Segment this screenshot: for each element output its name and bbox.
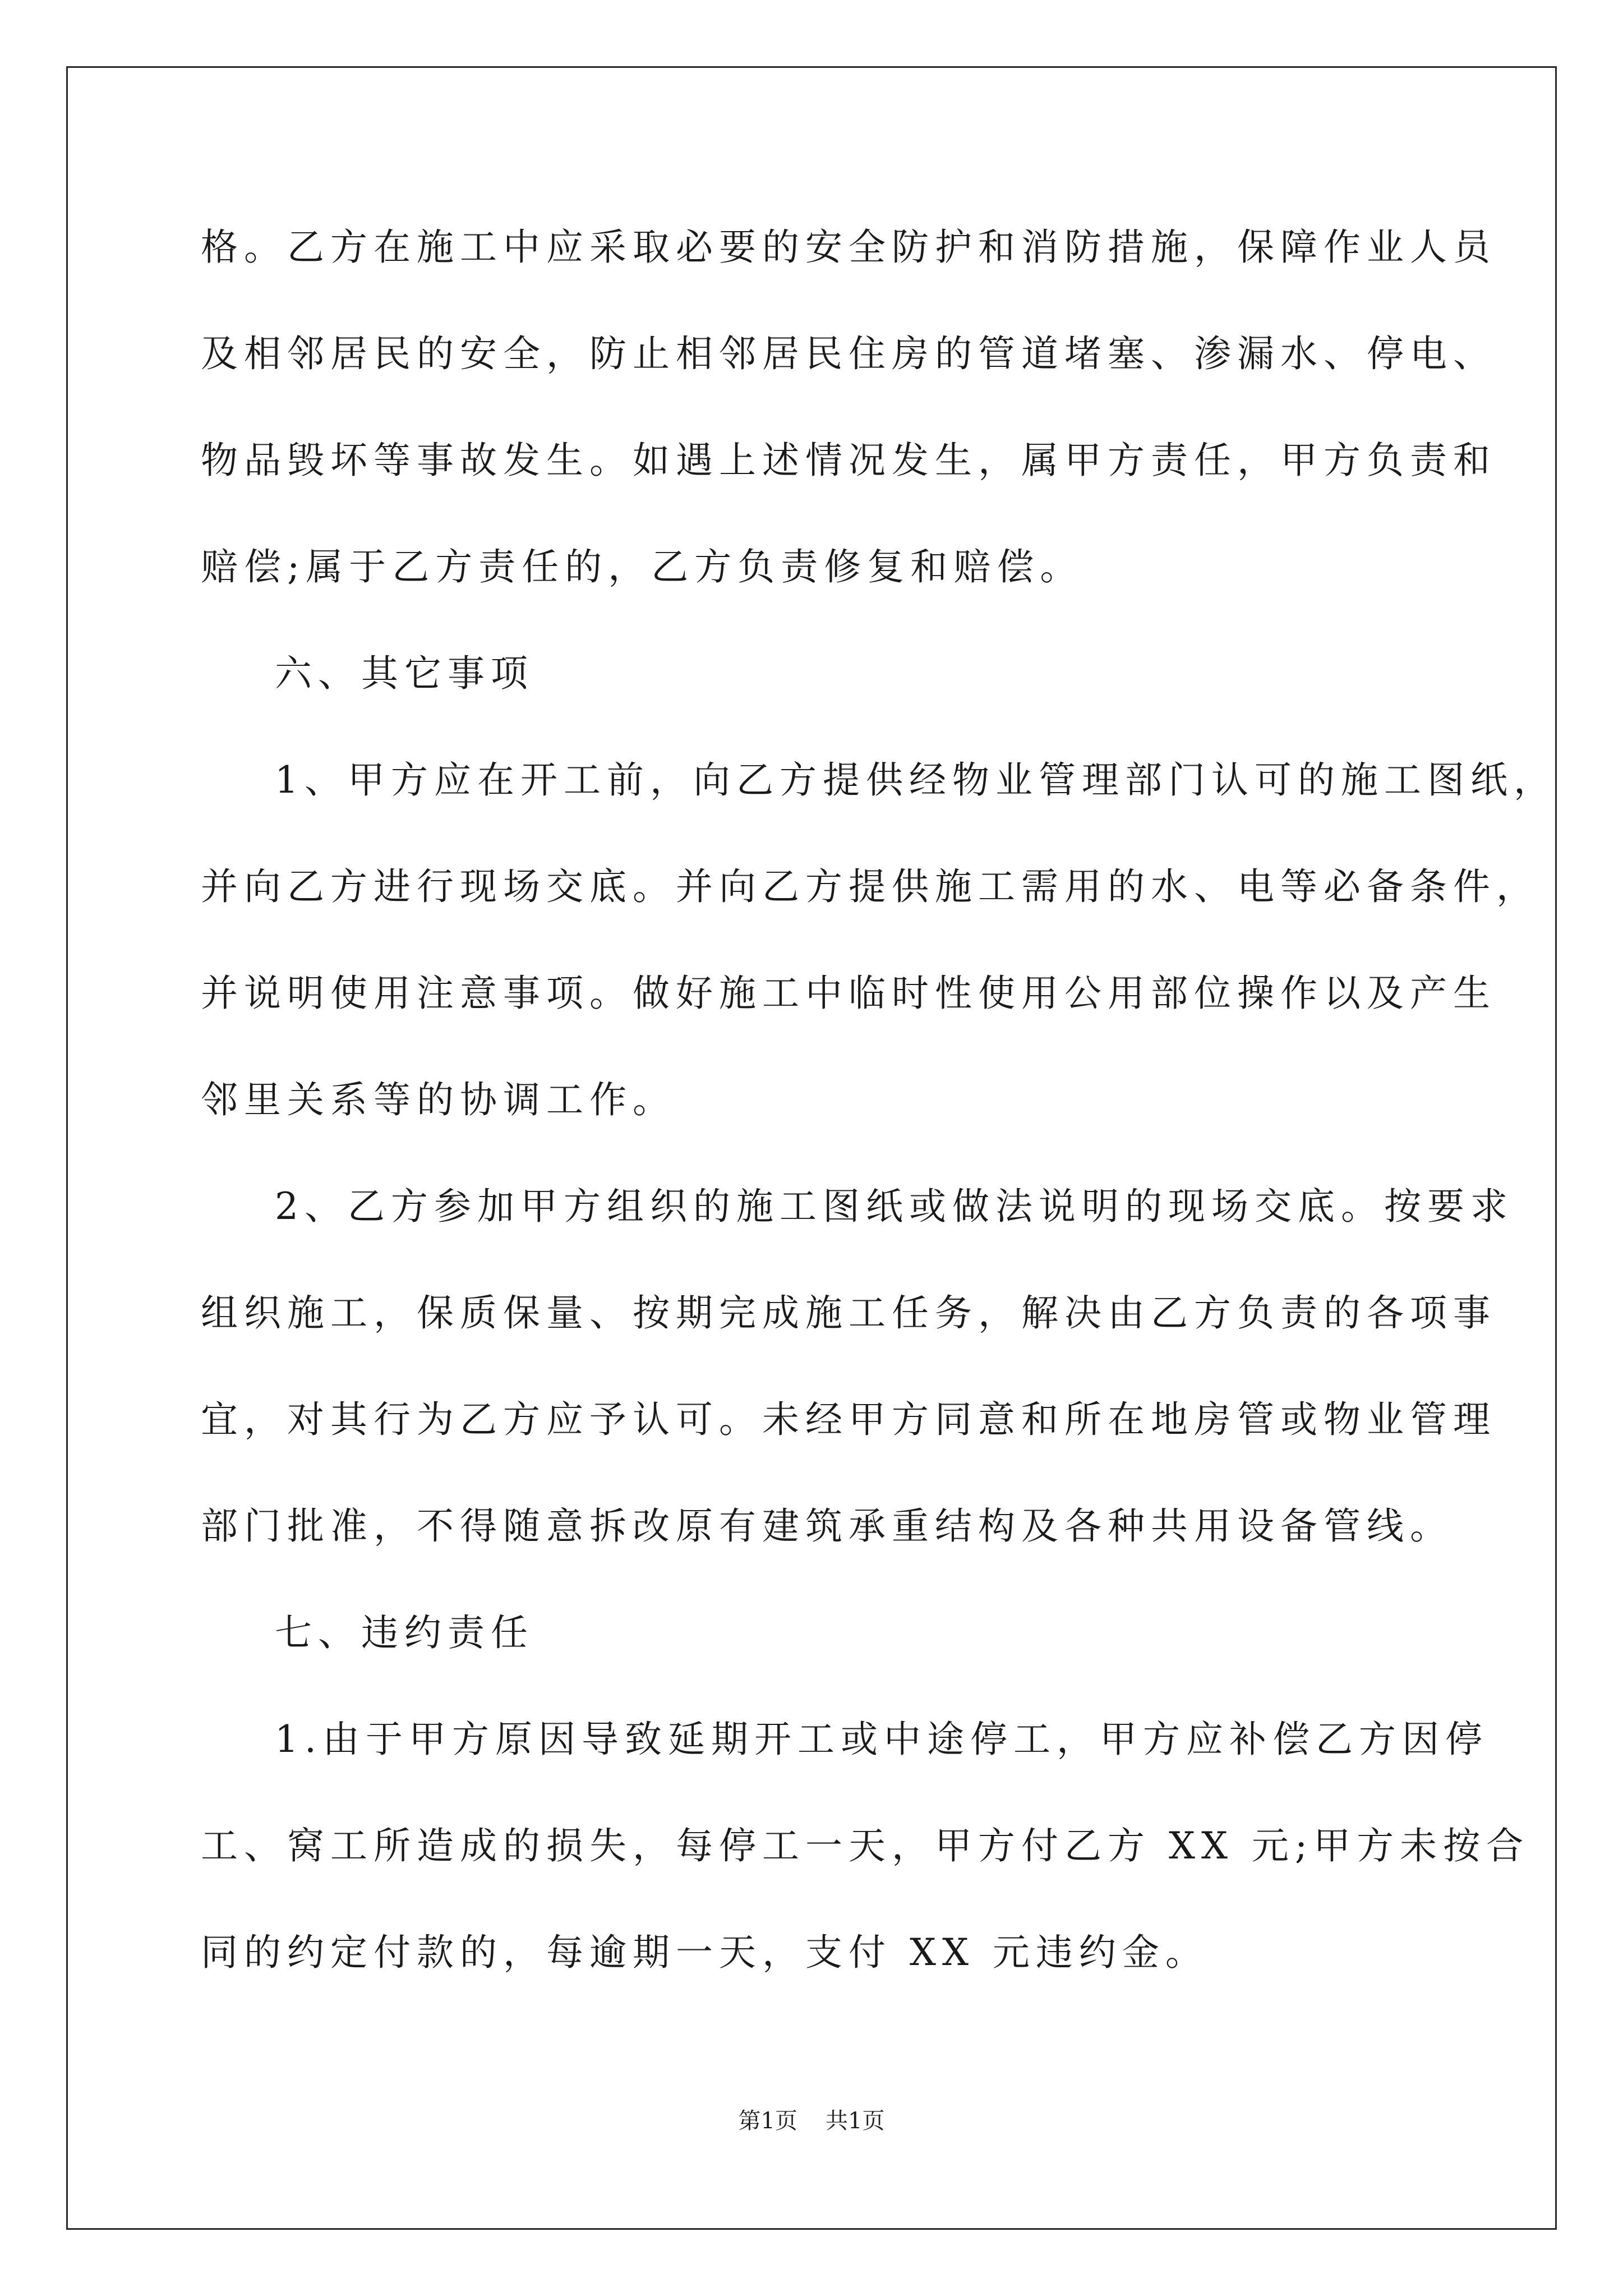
paragraph-line: 赔偿;属于乙方责任的，乙方负责修复和赔偿。 — [201, 545, 1083, 588]
paragraph-line: 同的约定付款的，每逾期一天，支付 XX 元违约金。 — [201, 1931, 1209, 1974]
page-total: 共1页 — [826, 2108, 885, 2134]
paragraph-line: 宜，对其行为乙方应予认可。未经甲方同意和所在地房管或物业管理 — [201, 1398, 1496, 1441]
paragraph-line: 工、窝工所造成的损失，每停工一天，甲方付乙方 XX 元;甲方未按合 — [201, 1824, 1530, 1867]
section-heading: 六、其它事项 — [275, 652, 534, 695]
paragraph-line: 物品毁坏等事故发生。如遇上述情况发生，属甲方责任，甲方负责和 — [201, 439, 1496, 482]
paragraph-line: 1、甲方应在开工前，向乙方提供经物业管理部门认可的施工图纸， — [275, 758, 1557, 802]
page-number: 第1页 — [738, 2108, 797, 2134]
section-heading: 七、违约责任 — [275, 1611, 534, 1654]
paragraph-line: 及相邻居民的安全，防止相邻居民住房的管道堵塞、渗漏水、停电、 — [201, 332, 1496, 375]
paragraph-line: 部门批准，不得随意拆改原有建筑承重结构及各种共用设备管线。 — [201, 1504, 1453, 1548]
page-footer — [0, 2107, 1623, 2135]
paragraph-line: 1.由于甲方原因导致延期开工或中途停工，甲方应补偿乙方因停 — [275, 1718, 1488, 1761]
paragraph-line: 并说明使用注意事项。做好施工中临时性使用公用部位操作以及产生 — [201, 972, 1496, 1015]
paragraph-line: 2、乙方参加甲方组织的施工图纸或做法说明的现场交底。按要求 — [275, 1185, 1514, 1228]
paragraph-line: 邻里关系等的协调工作。 — [201, 1078, 676, 1121]
page-border — [66, 66, 1557, 2230]
paragraph-line: 格。乙方在施工中应采取必要的安全防护和消防措施，保障作业人员 — [201, 226, 1496, 269]
paragraph-line: 并向乙方进行现场交底。并向乙方提供施工需用的水、电等必备条件， — [201, 865, 1539, 908]
paragraph-line: 组织施工，保质保量、按期完成施工任务，解决由乙方负责的各项事 — [201, 1291, 1496, 1335]
